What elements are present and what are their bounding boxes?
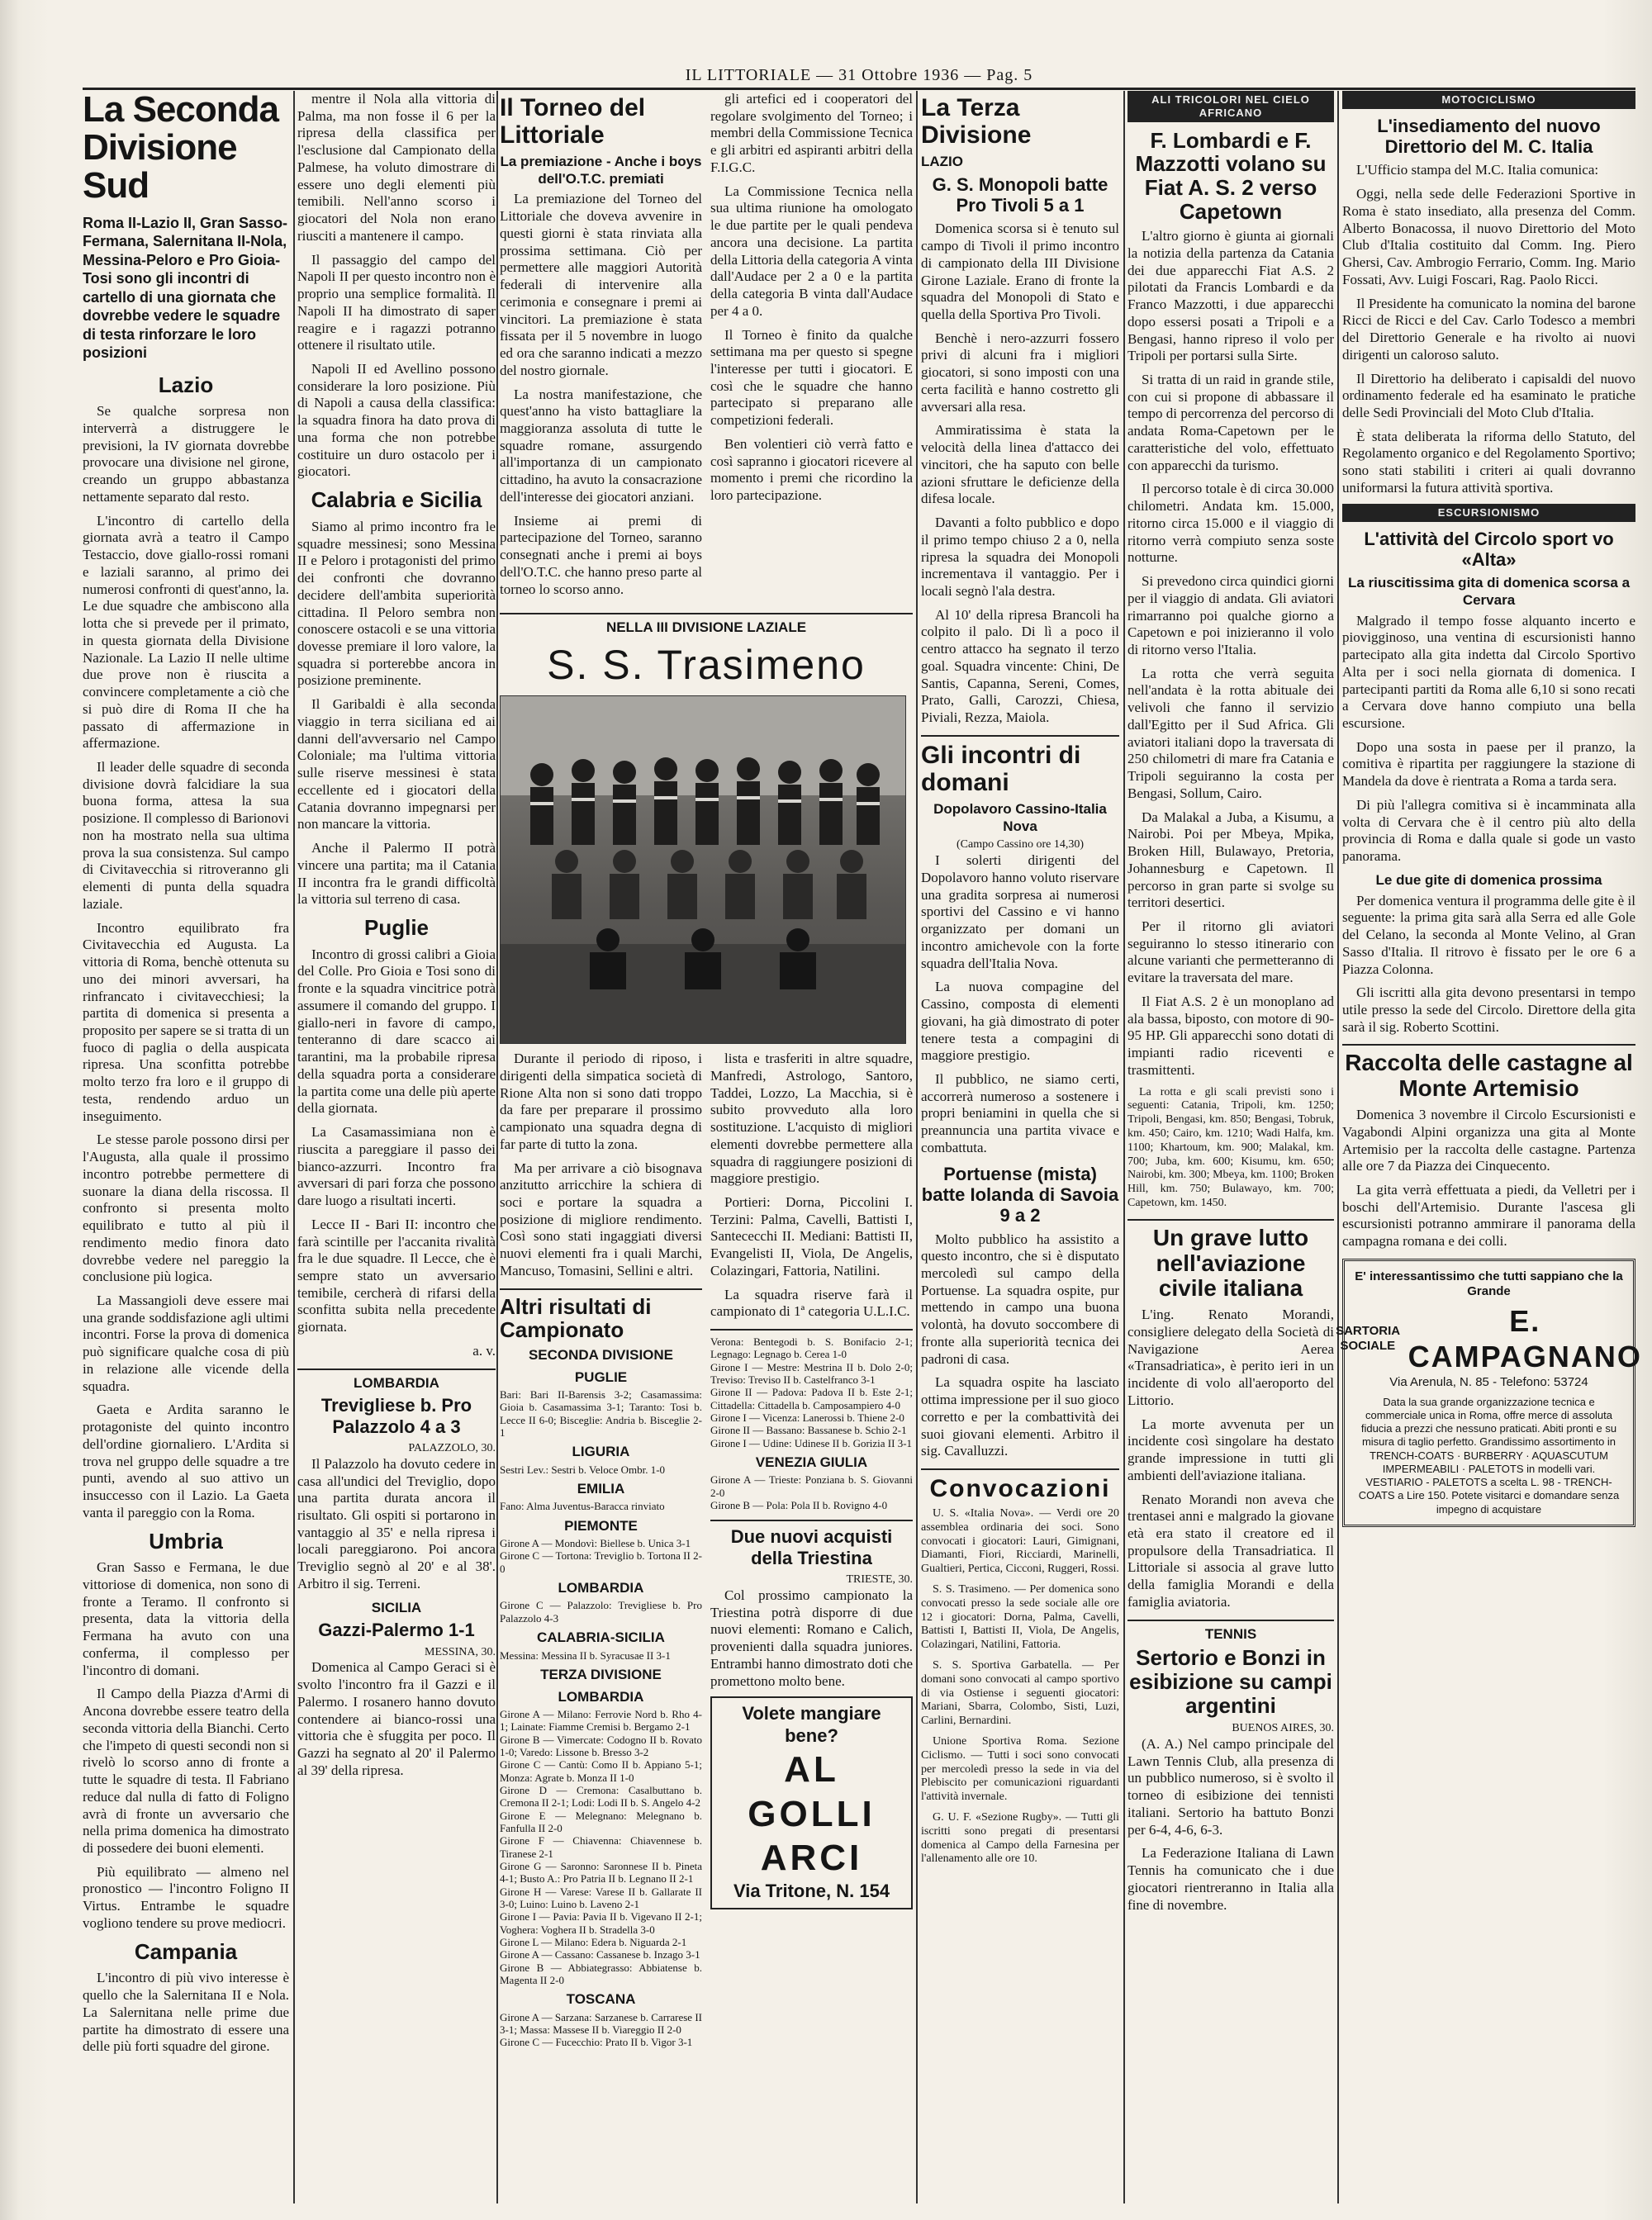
section-calabria-sicilia: Calabria e Sicilia: [311, 487, 482, 513]
headline-convocazioni: Convocazioni: [929, 1475, 1111, 1503]
paragraph: L'ing. Renato Morandi, consigliere delegato della Società di Navigazione Aerea «Transadriatica», è perito ieri in un incidente di volo all'aeroporto del Littorio.: [1127, 1307, 1334, 1408]
region-label: LOMBARDIA: [354, 1374, 439, 1391]
paragraph: La Commissione Tecnica nella sua ultima riunione ha omologato le due partite per le quali pendeva ancora una decisione. La partita della Littoria della categoria A vinta dall'Audace per 2 a 0 e la partita della categoria B vinta dall'Audace per 4 a 0.: [710, 183, 913, 319]
subheadline: Dopolavoro Cassino-Italia Nova: [933, 800, 1107, 834]
subheadline: La riuscitissima gita di domenica scorsa a Cervara: [1347, 575, 1631, 608]
result-line: Girone L — Milano: Edera b. Niguarda 2-1: [500, 1935, 687, 1948]
result-line: Girone C — Tortona: Treviglio b. Tortona II 2-0: [500, 1549, 702, 1575]
paragraph: Gli iscritti alla gita devono presentarsi in tempo utile presso la sede del Circolo. Direttore della gita sarà il sig. Roberto Scottini.: [1342, 984, 1635, 1035]
paragraph: Col prossimo campionato la Triestina potrà disporre di due nuovi elementi: Romano e Calich, provenienti dalla squadra juniores. Entrambi hanno dimostrato doti che promettono molto bene.: [710, 1587, 913, 1689]
paragraph: Domenica al Campo Geraci si è svolto l'incontro fra il Gazzi e il Palermo. I rosanero hanno dovuto contendere ai bianco-rossi una vittoria che è sfuggita per poco. Il Gazzi ha segnato al 20' il Palermo al 39' della ripresa.: [297, 1659, 496, 1778]
headline-portuense: Portuense (mista) batte Iolanda di Savoia 9 a 2: [921, 1163, 1119, 1226]
paragraph: Si prevedono circa quindici giorni per il viaggio di andata. Gli aviatori rimarranno poi qualche giorno a Capetown e poi inizieranno il volo di ritorno verso l'Italia.: [1127, 573, 1334, 657]
ad-address: Via Tritone, N. 154: [733, 1880, 890, 1901]
paragraph: Per il ritorno gli aviatori seguiranno lo stesso itinerario con alcune varianti che permetteranno di evitare la traversata del mare.: [1127, 918, 1334, 986]
result-line: Girone C — Palazzolo: Trevigliese b. Pro Palazzolo 4-3: [500, 1599, 702, 1625]
banner-trasimeno: S. S. Trasimeno: [547, 642, 866, 689]
paragraph: Ben volentieri ciò verrà fatto e così sapranno i giocatori ricevere al momento i premi che ricordino la loro partecipazione.: [710, 435, 913, 504]
paragraph: Al 10' della ripresa Brancoli ha colpito il palo. Di lì a poco il centro attacco ha segnato il terzo goal. Squadra vincente: Chini, De Santis, Capanna, Sereni, Comes, Prato, Galli, Carozzi, Chiesa, Piviali, Rezza, Maiola.: [921, 606, 1119, 726]
paragraph: Siamo al primo incontro fra le squadre messinesi; sono Messina II e Peloro i protagonisti del primo dei confronti che dovranno decidere dell'ambita superiorità cittadina. Il Peloro sembra non conoscere ostacoli e se una vittoria dovesse premiare il loro valore, la squadra si porterebbe ancora in posizione preminente.: [297, 518, 496, 689]
dateline: MESSINA, 30.: [425, 1645, 496, 1658]
divider: [921, 735, 1119, 737]
region-label: LOMBARDIA: [558, 1688, 644, 1705]
headline-castagne: Raccolta delle castagne al Monte Artemisio: [1345, 1050, 1633, 1102]
divider: [1127, 1620, 1334, 1621]
result-line: Girone I — Pavia: Pavia II b. Vigevano II 2-1; Voghera: Voghera II b. Stradella 3-0: [500, 1910, 702, 1936]
restaurant-ad: [710, 1696, 913, 1909]
paragraph: Domenica 3 novembre il Circolo Escursionisti e Vagabondi Alpini organizza una gita al Monte Artemisio per la raccolta delle castagne. Partenza alle ore 7 da Piazza dei Cinquecento.: [1342, 1107, 1635, 1174]
paragraph: Molto pubblico ha assistito a questo incontro, che si è disputato mercoledì sul campo della Portuense. La squadra ospite, pur mettendo in campo una buona volontà, ha dovuto soccombere di fronte alla superiorità tecnica dei padroni di casa.: [921, 1231, 1119, 1367]
paragraph: Di più l'allegra comitiva si è incamminata alla volta di Cervara che è il centro più alto della provincia di Roma e dalla quale si gode un vasto panorama.: [1342, 796, 1635, 865]
paragraph: La nuova compagine del Cassino, composta di elementi giovani, ha già dimostrato di poter tenere testa a compagini di maggiore prestigio.: [921, 979, 1119, 1064]
region-label: SICILIA: [371, 1599, 422, 1615]
paragraph: (A. A.) Nel campo principale del Lawn Tennis Club, alla presenza di un pubblico numeroso, si è svolto il torneo di esibizione dei tennisti italiani. Sertorio ha battuto Bonzi per 6-4, 4-6, 6-3.: [1127, 1735, 1334, 1838]
paragraph: L'incontro di più vivo interesse è quello che la Salernitana II e Nola. La Salernitana nelle prime due partite ha dimostrato di essere una delle più forti squadre del girone.: [83, 1970, 289, 2055]
match-info: (Campo Cassino ore 14,30): [957, 838, 1084, 851]
divider: [297, 1369, 496, 1370]
paragraph: Ma per arrivare a ciò bisognava anzitutto arricchire la schiera di soci e portare la squadra a posizione di migliore rendimento. Così sono stati ingaggiati diversi nuovi elementi fra i quali Marchi, Mancuso, Tomasini, Sellini e altri.: [500, 1160, 702, 1278]
ad-body: Data la sua grande organizzazione tecnica e commerciale unica in Roma, offre merce di assoluta fiducia a prezzi che nessuno praticati. Abiti pronti e su misura di taglio perfetto. Grandissimo assortimento in TRENCH-COATS · BURBERRY · AQUASCUTUM IMPERMEABILI · PALETOTS in modelli vari. VESTIARIO - PALETOTS a scelta L. 98 - TRENCH-COATS a Lire 150. Potete visitarci e domandare senza impegno di acquistare: [1358, 1395, 1620, 1516]
paragraph: Unione Sportiva Roma. Sezione Ciclismo. — Tutti i soci sono convocati per mercoledì presso la sede in via del Plebiscito per comunicazioni riguardanti l'attività invernale.: [921, 1735, 1119, 1804]
result-line: Girone B — Pola: Pola II b. Rovigno 4-0: [710, 1499, 888, 1512]
paragraph: Da Malakal a Juba, a Kisumu, a Nairobi. Poi per Mbeya, Mpika, Broken Hill, Bulawayo, Pretoria, Johannesburg e Capetown. Il percorso in gran parte si svolge su territori desertici.: [1127, 809, 1334, 911]
result-line: Girone C — Cantù: Como II b. Appiano 5-1; Monza: Agrate b. Monza II 1-0: [500, 1758, 702, 1784]
divider: [500, 1288, 702, 1290]
result-line: Girone II — Bassano: Bassanese b. Schio 2-1: [710, 1424, 907, 1437]
headline-triestina: Due nuovi acquisti della Triestina: [730, 1526, 893, 1568]
paragraph: Dopo una sosta in paese per il pranzo, la comitiva è ripartita per raggiungere la stazione di Mandela da dove è rientrata a Roma a tarda sera.: [1342, 738, 1635, 790]
paragraph: La Federazione Italiana di Lawn Tennis ha comunicato che i due giocatori rientreranno in Italia alla fine di novembre.: [1127, 1845, 1334, 1913]
column-7: [1336, 91, 1642, 2203]
divider: [500, 613, 913, 614]
headline-circolo-alta: L'attività del Circolo sport vo «Alta»: [1364, 528, 1614, 570]
result-line: Girone B — Abbiategrasso: Abbiatense b. Magenta II 2-0: [500, 1961, 702, 1986]
divider: [1342, 1044, 1635, 1046]
paragraph: La squadra ospite ha lasciato ottima impressione per il suo gioco corretto e per la combattività dei suoi giovani elementi. Arbitro il sig. Cavalluzzi.: [921, 1374, 1119, 1459]
result-line: Fano: Alma Juventus-Baracca rinviato: [500, 1500, 665, 1513]
team-photo: [500, 695, 906, 1044]
kicker: ESCURSIONISMO: [1342, 504, 1635, 522]
result-line: Sestri Lev.: Sestri b. Veloce Ombr. 1-0: [500, 1463, 666, 1476]
headline-altri-risultati: Altri risultati di Campionato: [500, 1293, 652, 1343]
paragraph: La rotta e gli scali previsti sono i seguenti: Catania, Tripoli, km. 1250; Tripoli, Bengasi, km. 850; Bengasi, Tobruk, km. 450; Cairo, km. 1210; Wadi Halfa, km. 1100; Khartoum, km. 900; Malakal, km. 700; Juba, km. 600; Kisumu, km. 650; Nairobi, km. 300; Mbeya, km. 1100; Broken Hill, km. 750; Bulawayo, km. 700; Capetown, km. 1450.: [1127, 1085, 1334, 1209]
column-2: [297, 91, 496, 2203]
paragraph: Napoli II ed Avellino possono considerare la loro posizione. Più di Napoli a causa della classifica: la squadra finora ha dato prova di una forma che non potrebbe costituire un duro ostacolo per i giocatori.: [297, 361, 496, 480]
kicker: ALI TRICOLORI NEL CIELO AFRICANO: [1127, 91, 1334, 122]
region-label: LOMBARDIA: [558, 1580, 644, 1596]
paragraph: Incontro di grossi calibri a Gioia del Colle. Pro Gioia e Tosi sono di fronte e la squadra vincitrice potrà assumere il comando del gruppo. I giallo-neri in favore di campo, tenteranno di dare scacco ai tarantini, ma la probabile ripresa della squadra porta a considerare la partita come una delle più aperte della giornata.: [297, 946, 496, 1117]
section-puglie: Puglie: [363, 915, 429, 941]
column-rule: [916, 91, 918, 2203]
paragraph: Oggi, nella sede delle Federazioni Sportive in Roma è stato insediato, alla presenza del Comm. Alberto Bonacossa, il nuovo Direttorio del Moto Club d'Italia costituito dal Comm. Ing. Piero Ghersi, Cav. Ambrogio Ferrario, Comm. Ing. Mario Fossati, Avv. Luigi Foscari, Rag. Paolo Ricci.: [1342, 186, 1635, 287]
paragraph: Incontro equilibrato fra Civitavecchia ed Augusta. La vittoria di Roma, benchè ottenuta su uno dei minori avversari, ha rinfrancato i civitavecchiesi; la partita di domenica si presenta a proposito per sapere se si tratta di un fuoco di paglia o della auspicata ripresa. Una sconfitta potrebbe molto terzo fra loro e il gruppo di testa, rendendo arduo un inseguimento.: [83, 919, 289, 1124]
kicker: MOTOCICLISMO: [1342, 91, 1635, 109]
signature: a. v.: [472, 1342, 496, 1359]
paragraph: Si tratta di un raid in grande stile, con cui si propone di abbassare il tempo di percorrenza del percorso di andata Roma-Capetown per le caratteristiche del volo, effettuato con apparecchi da turismo.: [1127, 371, 1334, 473]
result-line: Girone E — Melegnano: Melegnano b. Fanfulla II 2-0: [500, 1809, 702, 1834]
result-line: Girone G — Saronno: Saronnese II b. Pineta 4-1; Busto A.: Pro Patria II b. Legnano II 2-1: [500, 1859, 702, 1886]
sartoria-ad: [1336, 1259, 1642, 1527]
divider: [710, 1329, 913, 1331]
result-line: Girone C — Fucecchio: Prato II b. Vigor 3-1: [500, 2036, 693, 2049]
result-line: Girone I — Mestre: Mestrina II b. Dolo 2-0; Treviso: Treviso II b. Castelfranco 3-1: [710, 1360, 913, 1387]
lede: Roma II-Lazio II, Gran Sasso-Fermana, Salernitana II-Nola, Messina-Peloro e Pro Gioia-Tosi sono gli incontri di cartello di una giornata che dovrebbe vedere le squadre di testa rinforzare le loro posizioni: [83, 214, 288, 362]
column-3: [500, 91, 913, 2203]
paragraph: L'incontro di cartello della giornata avrà a teatro il Campo Testaccio, dove giallo-rossi romani e laziali saranno, al primo dei numerosi confronti di quest'anno, la. Le due squadre che ambiscono alla lotta che si prevede per il primato, in questa giornata della Divisione Nazionale. La Lazio II nelle ultime due prove non è riuscita a convincere completamente a ciò che si può dire di Roma II che ha passato di affermazione in affermazione.: [83, 512, 289, 752]
paragraph: Se qualche sorpresa non interverrà a distruggere le previsioni, la IV giornata dovrebbe provocare una divisione nel girone, creando un gruppo abbastanza nettamente separato dal resto.: [83, 403, 289, 505]
paragraph: L'Ufficio stampa del M.C. Italia comunica:: [1356, 162, 1599, 178]
division-label: SECONDA DIVISIONE: [528, 1346, 674, 1363]
paragraph: Più equilibrato — almeno nel pronostico — l'incontro Foligno II Virtus. Entrambe le squadre vogliono tendere su prove mediocri.: [83, 1863, 289, 1931]
region-label: PUGLIE: [574, 1369, 628, 1385]
paragraph: Anche il Palermo II potrà vincere una partita; ma il Catania II incontra fra le grandi difficoltà la vittoria sul terreno di casa.: [297, 840, 496, 908]
headline-lombardi-mazzotti: F. Lombardi e F. Mazzotti volano su Fiat A. S. 2 verso Capetown: [1135, 127, 1327, 224]
paragraph: Il percorso totale è di circa 30.000 chilometri. Andata km. 15.000, ritorno circa 15.000 e il viaggio di ritorno verrà compiuto senza soste notturne.: [1127, 481, 1334, 566]
paragraph: S. S. Trasimeno. — Per domenica sono convocati presso la sede sociale alle ore 12 i giocatori: Dorna, Palma, Cavelli, Battisti I, Battisti II, Viola, De Angelis, Colazingari, Natilini, Fattoria.: [921, 1583, 1119, 1652]
paragraph: Le stesse parole possono dirsi per l'Augusta, alla quale il prossimo incontro potrebbe permettere di suonare la diana della riscossa. Il confronto si presenta molto equilibrato e tutto al più il rendimento medio finora dato dovrebbe vedere nel pareggio la conclusione più logica.: [83, 1131, 289, 1285]
paragraph: U. S. «Italia Nova». — Verdi ore 20 assemblea ordinaria dei soci. Sono convocati i giocatori: Lauri, Gimignani, Diamanti, Fiori, Ricciardi, Marinelli, Gualtieri, Pertica, Cicconi, Ruggeri, Rossi.: [921, 1507, 1119, 1576]
team-photo-illustration: [501, 696, 905, 1043]
paragraph: La premiazione del Torneo del Littoriale che doveva avvenire in questi giorni è stata rinviata alla prossima settimana. Ciò per permettere alle maggiori Autorità federali di intervenire alla cerimonia e consegnare i premi ai vincitori. La premiazione è stata fissata per il 5 novembre in luogo ed ora che saranno indicati a mezzo del nostro giornale.: [500, 191, 702, 378]
headline-torneo-littoriale: Il Torneo del Littoriale: [500, 94, 646, 149]
paragraph: Il passaggio del campo del Napoli II per questo incontro non è proprio una semplice formalità. Il Napoli II ha dimostrato di saper reagire e i ragazzi potranno ottenere il risultato utile.: [297, 251, 496, 353]
paragraph: Il leader delle squadre di seconda divisione dovrà falcidiare la sua buona forma, attesa la sua posizione. Il complesso di Barionovi non ha mostrato nella sua ultima prova la sua consistenza. Sul campo di Civitavecchia si ritroveranno gli elementi di punta della squadra laziale.: [83, 758, 289, 912]
paragraph: Il Direttorio ha deliberato i capisaldi del nuovo ordinamento federale ed ha esaminato le pratiche delle Sedi Provinciali del Moto Club d'Italia.: [1342, 370, 1635, 420]
region-label: LAZIO: [921, 154, 963, 169]
headline-sertorio-bonzi: Sertorio e Bonzi in esibizione su campi argentini: [1129, 1645, 1332, 1718]
paragraph: La gita verrà effettuata a piedi, da Velletri per i boschi dell'Artemisio. Durante l'ascesa gli escursionisti potranno ammirare il panorama della campagna romana e dei colli.: [1342, 1182, 1635, 1250]
column-1: [83, 91, 289, 2203]
region-label: VENEZIA GIULIA: [755, 1454, 868, 1471]
headline-grave-lutto: Un grave lutto nell'aviazione civile italiana: [1152, 1224, 1309, 1302]
paragraph: La Casamassimiana non è riuscita a pareggiare il passo dei bianco-azzurri. Incontro fra avversari di pari forza che possono dare luogo a risultati incerti.: [297, 1124, 496, 1209]
paragraph: Lecce II - Bari II: incontro che farà scintille per l'accanita rivalità fra le due squadre. Il Lecce, che è sempre stato un avversario temibile, cercherà di rifarsi della sconfitta subita nella precedente giornata.: [297, 1216, 496, 1335]
result-line: Girone A — Mondovì: Biellese b. Unica 3-1: [500, 1537, 691, 1550]
divider: [710, 1520, 913, 1521]
paragraph: Il Torneo è finito da qualche settimana ma per questo si spegne l'interesse per tutti i giocatori. E così che le squadre che hanno partecipato si preparano alle competizioni federali.: [710, 326, 913, 429]
paragraph: Gran Sasso e Fermana, le due vittoriose di domenica, non sono di fronte a Teramo. Il confronto si presenta, data la vittoria della Fermana ha avuto con una conferma, il complesso per l'incontro di domani.: [83, 1559, 289, 1678]
region-label: EMILIA: [577, 1480, 625, 1497]
result-line: Girone A — Trieste: Ponziana b. S. Giovanni 2-0: [710, 1473, 913, 1499]
paragraph: La morte avvenuta per un incidente così singolare ha destato grande impressione in tutti gli ambienti dell'aviazione italiana.: [1127, 1416, 1334, 1483]
ad-line: Volete mangiare bene?: [742, 1703, 881, 1747]
ad-name: AL GOLLI ARCI: [748, 1748, 876, 1879]
paragraph: La squadra riserve farà il campionato di 1ª categoria U.L.I.C.: [710, 1286, 913, 1320]
region-label: TOSCANA: [566, 1991, 636, 2008]
result-line: Girone I — Udine: Udinese II b. Gorizia II 3-1: [710, 1436, 913, 1449]
result-line: Verona: Bentegodi b. S. Bonifacio 2-1; Legnago: Legnago b. Cerea 1-0: [710, 1335, 913, 1361]
paragraph: Davanti a folto pubblico e dopo il primo tempo chiuso 2 a 0, nella ripresa la squadra dei Monopoli incrementava il vantaggio. Per i locali segnò l'ala destra.: [921, 515, 1119, 600]
paragraph: Renato Morandi non aveva che trentasei anni e malgrado la giovane età era stato il creatore ed il propulsore della Transadriatica. Il Littoriale si associa al grave lutto della famiglia Morandi e della famiglia aviatoria.: [1127, 1491, 1334, 1610]
ad-label: SARTORIA SOCIALE: [1336, 1324, 1401, 1354]
section-tennis: TENNIS: [1204, 1625, 1257, 1642]
paragraph: Il Campo della Piazza d'Armi di Ancona dovrebbe essere teatro della seconda vittoria della Bianchi. Certo che l'impeto di questi secondi non si rivelò lo scorso anno di fronte a tutte le squadre di testa. Il Fabriano reduce dal nulla di fatto di Foligno avrà di fronte un avversario che nella prima domenica ha dimostrato di possedere dei buoni elementi.: [83, 1686, 289, 1857]
paragraph: S. S. Sportiva Garbatella. — Per domani sono convocati al campo sportivo di via Ostiense i seguenti giocatori: Mariani, Sbarra, Colombo, Sisti, Luzi, Carlini, Bernardini.: [921, 1659, 1119, 1728]
headline-incontri-domani: Gli incontri di domani: [921, 741, 1081, 796]
result-line: Girone D — Cremona: Casalbuttano b. Cremona II 2-1; Lodi: Lodi II b. S. Angelo 4-2: [500, 1783, 702, 1810]
divider: [1127, 1219, 1334, 1221]
kicker: NELLA III DIVISIONE LAZIALE: [605, 619, 807, 636]
column-rule: [1123, 91, 1125, 2203]
section-umbria: Umbria: [149, 1528, 223, 1554]
paragraph: Benchè i nero-azzurri fossero privi di alcuni fra i migliori giocatori, si sono imposti con una certa facilità e hanno costretto gli avversari alla resa.: [921, 330, 1119, 415]
result-line: Girone I — Vicenza: Lanerossi b. Thiene 2-0: [710, 1411, 904, 1425]
result-line: Messina: Messina II b. Syracusae II 3-1: [500, 1648, 671, 1662]
ad-intro: E' interessantissimo che tutti sappiano che la Grande: [1355, 1269, 1623, 1299]
paragraph: gli artefici ed i cooperatori del regolare svolgimento del Torneo; i membri della Commissione Tecnica e gli arbitri ed aspiranti arbitri della F.I.G.C.: [710, 91, 913, 175]
paragraph: Il Garibaldi è alla seconda viaggio in terra siciliana ed ai danni dell'avversario nel Campo Coloniale; ma l'ultima vittoria sulle riserve messinesi è stata eccellente ed i giocatori della Catania dovranno impegnarsi per non mancare la vittoria.: [297, 696, 496, 832]
division-label: TERZA DIVISIONE: [540, 1666, 662, 1682]
result-line: Girone II — Padova: Padova II b. Este 2-1; Cittadella: Cittadella b. Camposampiero 4-0: [710, 1386, 913, 1411]
headline-seconda-divisione: La Seconda Divisione Sud: [83, 89, 278, 206]
ad-name: E. CAMPAGNANO: [1408, 1303, 1642, 1374]
paragraph: Il Fiat A.S. 2 è un monoplano ad ala bassa, biposto, con motore di 90-95 HP. Gli apparecchi sono dotati di impianti radio riceventi e trasmittenti.: [1127, 993, 1334, 1078]
result-line: Girone F — Chiavenna: Chiavennese b. Tiranese 2-1: [500, 1834, 702, 1860]
headline-gazzi-palermo: Gazzi-Palermo 1-1: [318, 1620, 475, 1641]
dateline: BUENOS AIRES, 30.: [1232, 1722, 1334, 1735]
region-label: CALABRIA-SICILIA: [537, 1629, 665, 1646]
section-campania: Campania: [134, 1938, 238, 1964]
paragraph: Insieme ai premi di partecipazione del Torneo, saranno consegnati anche i premi ai boys dell'O.T.C. che hanno preso parte al torneo lo scorso anno.: [500, 512, 702, 597]
paragraph: L'altro giorno è giunta ai giornali la notizia della partenza da Catania dei due apparecchi Fiat A.S. 2 pilotati da Francis Lombardi e da Franco Mazzotti, i due apparecchi dopo essersi posati a Tripoli e a Bengasi, hanno ripreso il volo per Tripoli per portarsi sulla Sirte.: [1127, 228, 1334, 364]
paragraph: La Massangioli deve essere mai una grande soddisfazione agli ultimi incontri. Forse la prova di domenica può significare qualche cosa di più in relazione alle vicende della squadra.: [83, 1293, 289, 1394]
paragraph: È stata deliberata la riforma dello Statuto, del Regolamento organico e del Regolamento Sportivo; sono stati stabiliti i criteri ai quali dovranno uniformarsi la futura attività sportiva.: [1342, 428, 1635, 496]
paragraph: mentre il Nola alla vittoria di Palma, ma non fosse il 6 per la ripresa della classifica per l'esclusione dal Campionato della Palmese, ha voluto dimostrare di essere uno degli elementi più temibili. Nell'anno scorso i giocatori del Nola non erano riusciti a mantenere il campo.: [297, 91, 496, 244]
paragraph: Durante il periodo di riposo, i dirigenti della simpatica società di Rione Alta non si sono dati troppo da fare per preparare il prossimo campionato una squadra degna di far parte di tutto la zona.: [500, 1051, 702, 1152]
section-lazio: Lazio: [158, 372, 214, 397]
result-line: Girone H — Varese: Varese II b. Gallarate II 3-0; Luino: Luino b. Laveno 2-1: [500, 1885, 702, 1910]
subheadline: La premiazione - Anche i boys dell'O.T.C. premiati: [500, 154, 702, 187]
column-6: [1127, 91, 1334, 2203]
paragraph: Il Palazzolo ha dovuto cedere in casa all'undici del Treviglio, dopo una partita durata ancora il risultato. Gli ospiti si portarono in vantaggio al 35' e nella ripresa i locali pareggiarono. Poi ancora Treviglio segnò al 20' e al 38'. Arbitro il sig. Terreni.: [297, 1455, 496, 1591]
column-rule: [293, 91, 295, 2203]
result-line: Girone A — Milano: Ferrovie Nord b. Rho 4-1; Lainate: Fiamme Cremisi b. Bergamo 2-1: [500, 1707, 702, 1734]
paragraph: La rotta che verrà seguita nell'andata è la rotta abituale dei velivoli che fanno il servizio dall'Egitto per il Sud Africa. Gli aviatori italiani dopo la traversata di 250 chilometri di mare fra Catania e Tripoli seguiranno la costa per Bengasi, Sollum, Cairo.: [1127, 665, 1334, 801]
paragraph: G. U. F. «Sezione Rugby». — Tutti gli iscritti sono pregati di presentarsi domenica al Campo della Farnesina per l'allenamento alle ore 10.: [921, 1811, 1119, 1866]
column-5: [921, 91, 1119, 2203]
paragraph: I solerti dirigenti del Dopolavoro hanno voluto riservare una gradita sorpresa ai numerosi sportivi del Cassino e vi hanno organizzato per domani un incontro amichevole con la forte squadra dell'Italia Nova.: [921, 852, 1119, 971]
headline-trevigliese: Trevigliese b. Pro Palazzolo 4 a 3: [320, 1395, 472, 1437]
paragraph: Il pubblico, ne siamo certi, accorrerà numeroso a sostenere i propri beniamini in quella che si preannuncia una partita vivace e combattuta.: [921, 1070, 1119, 1155]
result-line: Girone B — Vimercate: Codogno II b. Rovato 1-0; Varedo: Lissone b. Bresso 3-2: [500, 1733, 702, 1758]
result-line: Girone A — Cassano: Cassanese b. Inzago 3-1: [500, 1948, 700, 1961]
subheadline: Le due gite di domenica prossima: [1375, 871, 1602, 888]
paragraph: Malgrado il tempo fosse alquanto incerto e piovigginoso, una ventina di escursionisti hanno partecipato alla gita indetta dal Circolo Sportivo Alta per i soci nella giornata di domenica. I partecipanti partiti da Roma alle 6,10 si sono recati a Cervara dove hanno compiuto una bella escursione.: [1342, 612, 1635, 731]
paragraph: Gaeta e Ardita saranno le protagoniste del quinto incontro dell'ordine giornaliero. L'Ardita si trova nel gruppo delle squadre a tre punti, avendo al suo attivo un insuccesso con il Lazio. La Gaeta vanta il pareggio con la Roma.: [83, 1402, 289, 1520]
headline-direttorio-mc: L'insediamento del nuovo Direttorio del M. C. Italia: [1377, 115, 1601, 158]
paragraph: lista e trasferiti in altre squadre, Manfredi, Astrologo, Santoro, Taddei, Lozzo, La Macchia, si è subito provveduto alla loro sostituzione. L'acquisto di migliori elementi dovrebbe permettere alla squadra di raggiungere posizioni di maggiore prestigio.: [710, 1051, 913, 1187]
paragraph: Per domenica ventura il programma delle gite è il seguente: la prima gita sarà alla Serra ed alle Gole del Celano, la seconda al Monte Velino, al Gran Sasso d'Italia. Il ritrovo è fissato per le ore 6 a Piazza Colonna.: [1342, 892, 1635, 977]
dateline: PALAZZOLO, 30.: [408, 1441, 496, 1454]
column-rule: [1337, 91, 1339, 2203]
result-line: Girone A — Sarzana: Sarzanese b. Carrarese II 3-1; Massa: Massese II b. Viareggio II 2-0: [500, 2010, 702, 2036]
region-label: PIEMONTE: [564, 1517, 638, 1534]
paragraph: Il Presidente ha comunicato la nomina del barone Ricci de Ricci e del Cav. Carlo Todesco a membri del Direttorio Generale e ha rivolto ai nuovi dirigenti un caloroso saluto.: [1342, 295, 1635, 363]
ad-address: Via Arenula, N. 85 - Telefono: 53724: [1389, 1375, 1588, 1390]
paragraph: Domenica scorsa si è tenuto sul campo di Tivoli il primo incontro di campionato della III Divisione Girone Laziale. Erano di fronte la squadra del Monopoli di Stato e quella della Sportiva Pro Tivoli.: [921, 221, 1119, 322]
dateline: TRIESTE, 30.: [846, 1573, 913, 1587]
paragraph: Portieri: Dorna, Piccolini I. Terzini: Palma, Cavelli, Battisti I, Santececchi II. Mediani: Battisti II, Evangelisti II, Viola, De Angelis, Colazingari, Fattoria, Natilini.: [710, 1193, 913, 1278]
result-line: Bari: Bari II-Barensis 3-2; Casamassima: Gioia b. Casamassima 3-1; Taranto: Tosi b. Lecce II 6-0; Bisceglie: Andria b. Bisceglie 2-1: [500, 1388, 702, 1439]
subheadline: G. S. Monopoli batte Pro Tivoli 5 a 1: [932, 173, 1108, 216]
page-masthead: IL LITTORIALE — 31 Ottobre 1936 — Pag. 5: [83, 66, 1635, 90]
paragraph: Ammiratissima è stata la velocità della linea d'attacco dei vincitori, che ha saputo con belle azioni sfruttare le deficienze della difesa locale.: [921, 422, 1119, 507]
divider: [921, 1468, 1119, 1470]
region-label: LIGURIA: [572, 1444, 630, 1460]
paragraph: La nostra manifestazione, che quest'anno ha visto battagliare la maggioranza assoluta di tutte le squadre romane, assurgendo all'importanza di un campionato cittadino, ha avuto la consacrazione dell'interesse dei giocatori anziani.: [500, 386, 702, 505]
headline-terza-divisione: La Terza Divisione: [921, 94, 1032, 149]
column-rule: [496, 91, 498, 2203]
